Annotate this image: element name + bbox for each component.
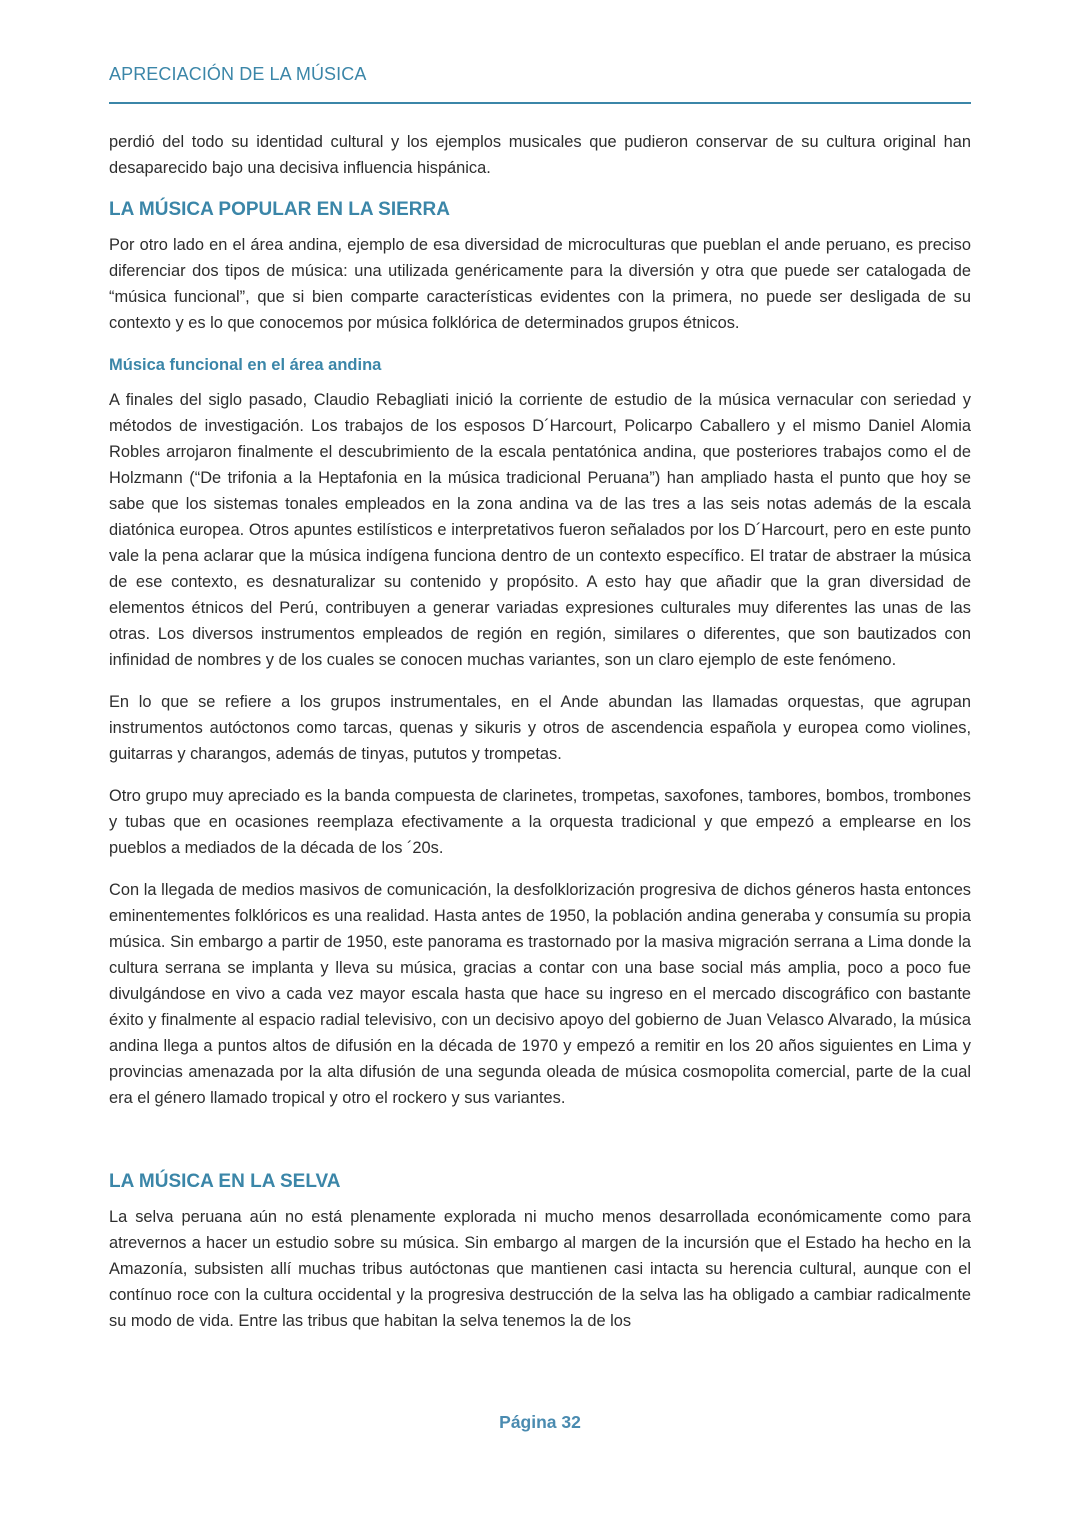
section-heading-sierra: LA MÚSICA POPULAR EN LA SIERRA: [109, 199, 450, 220]
intro-paragraph: perdió del todo su identidad cultural y los ejemplos musicales que pudieron conservar de su cultura original han desaparecido bajo una decisiva influencia hispánica.: [109, 133, 971, 177]
subsection-heading-musica-funcional: Música funcional en el área andina: [109, 356, 382, 374]
selva-paragraph: La selva peruana aún no está plenamente explorada ni mucho menos desarrollada económicamente como para atrevernos a hacer un estudio sobre su música. Sin embargo al margen de la incursión que el Estado ha hecho en la Amazonía, subsisten allí muchas tribus autóctonas que mantienen casi intacta su herencia cultural, aunque con el contínuo roce con la cultura occidental y la progresiva destrucción de la selva las ha obligado a cambiar radicalmente su modo de vida. Entre las tribus que habitan la selva tenemos la de los: [109, 1208, 971, 1330]
running-header-title: APRECIACIÓN DE LA MÚSICA: [109, 64, 367, 84]
funcional-paragraph-4: Con la llegada de medios masivos de comunicación, la desfolklorización progresiva de dichos géneros hasta entonces eminentementes folklóricos es una realidad. Hasta antes de 1950, la población andina generaba y consumía su propia música. Sin embargo a partir de 1950, este panorama es trastornado por la masiva migración serrana a Lima donde la cultura serrana se implanta y lleva su música, gracias a contar con una base social más amplia, poco a poco fue divulgándose en vivo a cada vez mayor escala hasta que hace su ingreso en el mercado discográfico con bastante éxito y finalmente al espacio radial televisivo, con un decisivo apoyo del gobierno de Juan Velasco Alvarado, la música andina llega a puntos altos de difusión en la década de 1970 y empezó a remitir en los 20 años siguientes en Lima y provincias amenazada por la alta difusión de una segunda oleada de música cosmopolita comercial, parte de la cual era el género llamado tropical y otro el rockero y sus variantes.: [109, 881, 971, 1107]
page-content: [109, 129, 971, 1334]
section-heading-selva: LA MÚSICA EN LA SELVA: [109, 1171, 341, 1192]
page-number: Página 32: [499, 1412, 581, 1432]
funcional-paragraph-3: Otro grupo muy apreciado es la banda compuesta de clarinetes, trompetas, saxofones, tambores, bombos, trombones y tubas que en ocasiones reemplaza efectivamente a la orquesta tradicional y que empezó a emplearse en los pueblos a mediados de la década de los ´20s.: [109, 787, 971, 857]
funcional-paragraph-2: En lo que se refiere a los grupos instrumentales, en el Ande abundan las llamadas orquestas, que agrupan instrumentos autóctonos como tarcas, quenas y sikuris y otros de ascendencia española y europea como violines, guitarras y charangos, además de tinyas, pututos y trompetas.: [109, 693, 971, 763]
sierra-paragraph: Por otro lado en el área andina, ejemplo de esa diversidad de microculturas que pueblan el ande peruano, es preciso diferenciar dos tipos de música: una utilizada genéricamente para la diversión y otra que puede ser catalogada de “música funcional”, que si bien comparte características evidentes con la primera, no puede ser desligada de su contexto y es lo que conocemos por música folklórica de determinados grupos étnicos.: [109, 236, 971, 332]
funcional-paragraph-1: A finales del siglo pasado, Claudio Rebagliati inició la corriente de estudio de la música vernacular con seriedad y métodos de investigación. Los trabajos de los esposos D´Harcourt, Policarpo Caballero y el mismo Daniel Alomia Robles arrojaron finalmente el descubrimiento de la escala pentatónica andina, que posteriores trabajos como el de Holzmann (“De trifonia a la Heptafonia en la música tradicional Peruana”) han ampliado hasta el punto que hoy se sabe que los sistemas tonales empleados en la zona andina va de las tres a las seis notas además de la escala diatónica europea. Otros apuntes estilísticos e interpretativos fueron señalados por los D´Harcourt, pero en este punto vale la pena aclarar que la música indígena funciona dentro de un contexto específico. El tratar de abstraer la música de ese contexto, es desnaturalizar su contenido y propósito. A esto hay que añadir que la gran diversidad de elementos étnicos del Perú, contribuyen a generar variadas expresiones culturales muy diferentes las unas de las otras. Los diversos instrumentos empleados de región en región, similares o diferentes, que son bautizados con infinidad de nombres y de los cuales se conocen muchas variantes, son un claro ejemplo de este fenómeno.: [109, 391, 971, 669]
header-divider: [109, 102, 971, 104]
